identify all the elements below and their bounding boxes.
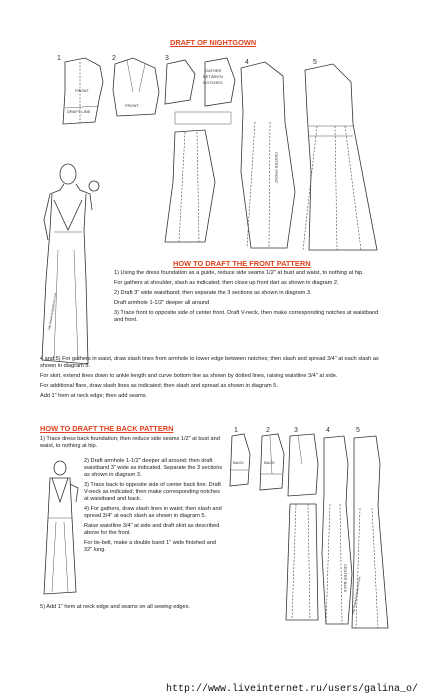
- diagram-number-2: 2: [112, 55, 116, 62]
- front-step-armhole: Draft armhole 1-1/2" deeper all around: [114, 300, 210, 306]
- diagram-number-5: 5: [313, 59, 317, 66]
- front-label-2: FRONT: [125, 103, 139, 108]
- back-step-4: 4) For gathers, draw slash lines in waist; then slash and spread 3/4" at each slash as shown in diagram 5.: [84, 506, 222, 519]
- footer-url[interactable]: http://www.liveinternet.ru/users/galina_o/: [166, 684, 419, 695]
- front-step-1: 1) Using the dress foundation as a guide, reduce side seams 1/2" at bust and waist, to nothing at hip.: [114, 270, 364, 276]
- notches-label: NOTCHES: [203, 80, 223, 85]
- svg-text:http://www.bestpatterns.com: http://www.bestpatterns.com: [351, 576, 362, 615]
- back-number-3: 3: [294, 427, 298, 434]
- back-step-2: 2) Draft armhole 1-1/2" deeper all around; then draft waistband 3" wide as indicated. Separate the 3 sections as shown in diagram 3.: [84, 458, 223, 478]
- front-figure-illustration: [30, 160, 110, 380]
- back-number-5: 5: [356, 427, 360, 434]
- front-steps: [114, 270, 388, 324]
- svg-text:http://www.bestpatterns.com: http://www.bestpatterns.com: [47, 292, 58, 331]
- diagram-number-4: 4: [245, 59, 249, 66]
- back-steps: [84, 458, 224, 554]
- diagram-number-1: 1: [57, 55, 61, 62]
- center-back-label: CENTER BACK: [343, 564, 348, 593]
- front-full-text: [40, 356, 388, 400]
- draft-title: DRAFT OF NIGHTGOWN: [170, 38, 257, 47]
- gather-label: GATHER: [205, 68, 222, 73]
- front-step-gathers: For gathers at shoulder, slash as indicated; then close up front dart as shown in diagram 2.: [114, 280, 339, 286]
- back-number-1: 1: [234, 427, 238, 434]
- back-figure-illustration: [38, 458, 82, 598]
- back-step-waistline: Raise waistline 3/4" at side and draft skirt as described above for the front.: [84, 523, 220, 536]
- back-label-2: BACK: [264, 460, 275, 465]
- draft-line-label: DRAFT LINE: [67, 109, 91, 114]
- front-step-flare: For additional flare, draw slash lines as indicated; then slash and spread as shown in diagram 5.: [40, 383, 278, 389]
- back-intro: 1) Trace dress back foundation; then reduce side seams 1/2" at bust and waist, to nothing at hip.: [40, 436, 220, 449]
- back-step-tie-belt: For tie-belt, make a double band 1" wide finished and 32" long.: [84, 540, 216, 553]
- front-heading: HOW TO DRAFT THE FRONT PATTERN: [173, 259, 311, 268]
- back-label-1: BACK: [233, 460, 244, 465]
- diagram-number-3: 3: [165, 55, 169, 62]
- back-heading: HOW TO DRAFT THE BACK PATTERN: [40, 424, 174, 433]
- front-step-2: 2) Draft 3" wide waistband; then separate the 3 sections as shown in diagram 3.: [114, 290, 312, 296]
- front-step-4-5: 4 and 5) For gathers in waist, draw slash lines from armhole to lower edge between notches; then slash and spread 3/4" at each slash as shown in diagram 5.: [40, 356, 379, 369]
- between-label: BETWEEN: [203, 74, 223, 79]
- back-number-4: 4: [326, 427, 330, 434]
- back-step-3: 3) Trace back to opposite side of center back line. Draft V-neck as indicated; then make corresponding notches at waistband and back.: [84, 482, 221, 502]
- front-step-3: 3) Trace front to opposite side of center front. Draft V-neck, then make corresponding notches at waistband and front.: [114, 310, 379, 323]
- back-pattern-diagram: [226, 424, 390, 630]
- front-step-skirt: For skirt, extend lines down to ankle length and curve bottom line as shown by dotted lines, raising waistline 3/4" at side.: [40, 373, 338, 379]
- back-step-5: 5) Add 1" hem at neck edge and seams on all sewing edges.: [40, 604, 191, 610]
- back-number-2: 2: [266, 427, 270, 434]
- center-front-label: CENTER FRONT: [274, 152, 279, 184]
- front-step-hem: Add 1" hem at neck edge; then add seams.: [40, 393, 148, 399]
- front-label-1: FRONT: [75, 88, 89, 93]
